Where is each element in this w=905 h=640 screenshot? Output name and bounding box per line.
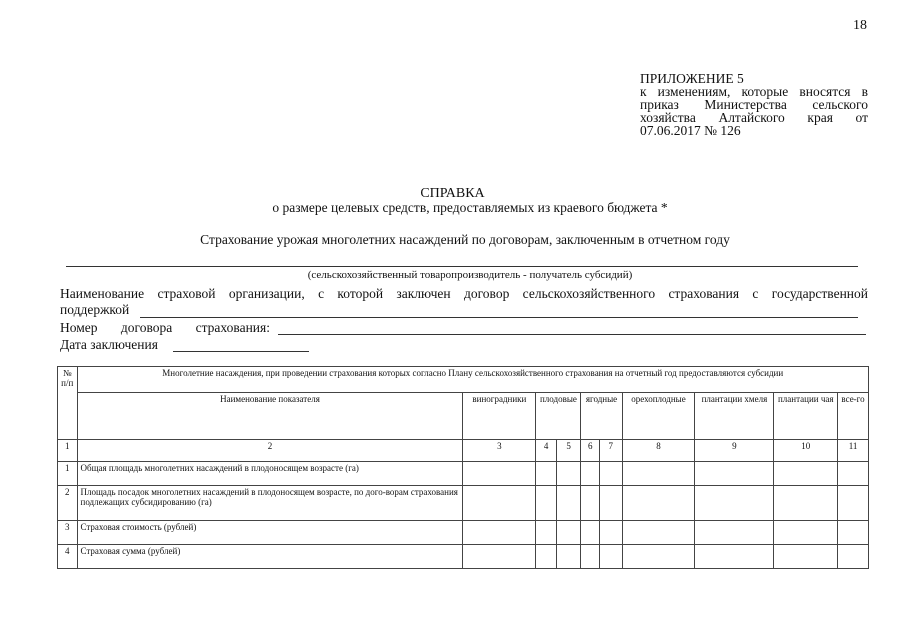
row-indicator: Площадь посадок многолетних насаждений в плодоносящем возрасте, по дого-ворам страхования подлежащих субсидированию (га) xyxy=(77,486,463,521)
column-number-row xyxy=(58,440,869,462)
col-nut-header: орехоплодные xyxy=(622,393,695,440)
subsidy-table xyxy=(57,366,869,569)
row-indicator: Общая площадь многолетних насаждений в плодоносящем возрасте (га) xyxy=(77,462,463,486)
column-number: 3 xyxy=(463,440,536,462)
document-subtitle: о размере целевых средств, предоставляемых из краевого бюджета * xyxy=(272,200,668,215)
data-cell[interactable] xyxy=(463,521,536,545)
data-cell[interactable] xyxy=(838,521,869,545)
data-cell[interactable] xyxy=(599,462,622,486)
appendix-line: приказ Министерства сельского xyxy=(640,97,868,112)
page-number: 18 xyxy=(853,18,867,33)
data-cell[interactable] xyxy=(463,545,536,569)
table-row xyxy=(58,521,869,545)
row-indicator: Страховая стоимость (рублей) xyxy=(77,521,463,545)
column-number: 4 xyxy=(536,440,557,462)
data-cell[interactable] xyxy=(536,462,557,486)
data-cell[interactable] xyxy=(599,545,622,569)
col-vineyards-header: виноградники xyxy=(463,393,536,440)
col-berry-header: ягодные xyxy=(581,393,622,440)
data-cell[interactable] xyxy=(838,545,869,569)
insurer-line[interactable] xyxy=(140,317,858,318)
column-number: 7 xyxy=(599,440,622,462)
row-number: 2 xyxy=(58,486,78,521)
column-number: 8 xyxy=(622,440,695,462)
insurer-label-cont: поддержкой xyxy=(60,302,130,317)
column-number: 2 xyxy=(77,440,463,462)
data-cell[interactable] xyxy=(695,486,774,521)
document-title: СПРАВКА xyxy=(420,186,485,201)
row-number: 3 xyxy=(58,521,78,545)
data-cell[interactable] xyxy=(556,462,581,486)
col-total-header: все-го xyxy=(838,393,869,440)
data-cell[interactable] xyxy=(838,462,869,486)
table-row xyxy=(58,545,869,569)
data-cell[interactable] xyxy=(622,521,695,545)
data-cell[interactable] xyxy=(463,486,536,521)
column-number: 1 xyxy=(58,440,78,462)
data-cell[interactable] xyxy=(581,545,599,569)
data-cell[interactable] xyxy=(599,486,622,521)
column-number: 6 xyxy=(581,440,599,462)
column-number: 10 xyxy=(774,440,838,462)
data-cell[interactable] xyxy=(556,486,581,521)
data-cell[interactable] xyxy=(774,462,838,486)
insurer-label: Наименование страховой организации, с которой заключен договор сельскохозяйственного страхования с государственной xyxy=(60,286,868,301)
producer-caption: (сельскохозяйственный товаропроизводитель - получатель субсидий) xyxy=(307,269,633,281)
column-number: 9 xyxy=(695,440,774,462)
data-cell[interactable] xyxy=(581,521,599,545)
col-indicator-header: Наименование показателя xyxy=(77,393,463,440)
contract-number-line[interactable] xyxy=(278,334,866,335)
appendix-block xyxy=(640,72,868,137)
data-cell[interactable] xyxy=(556,545,581,569)
data-cell[interactable] xyxy=(536,521,557,545)
col-fruit-header: плодовые xyxy=(536,393,581,440)
data-cell[interactable] xyxy=(622,486,695,521)
appendix-line: ПРИЛОЖЕНИЕ 5 xyxy=(640,71,744,86)
data-cell[interactable] xyxy=(536,545,557,569)
column-number: 11 xyxy=(838,440,869,462)
table-row xyxy=(58,462,869,486)
data-cell[interactable] xyxy=(622,462,695,486)
data-cell[interactable] xyxy=(622,545,695,569)
appendix-line: 07.06.2017 № 126 xyxy=(640,123,741,138)
appendix-line: к изменениям, которые вносятся в xyxy=(640,84,868,99)
data-cell[interactable] xyxy=(695,462,774,486)
data-cell[interactable] xyxy=(774,486,838,521)
producer-line[interactable] xyxy=(66,266,858,267)
data-cell[interactable] xyxy=(581,462,599,486)
row-number: 4 xyxy=(58,545,78,569)
appendix-line: хозяйства Алтайского края от xyxy=(640,110,868,125)
data-cell[interactable] xyxy=(581,486,599,521)
data-cell[interactable] xyxy=(774,521,838,545)
data-cell[interactable] xyxy=(556,521,581,545)
data-cell[interactable] xyxy=(599,521,622,545)
data-cell[interactable] xyxy=(463,462,536,486)
document-subject: Страхование урожая многолетних насаждений по договорам, заключенным в отчетном году xyxy=(200,232,730,247)
group-header: Многолетние насаждения, при проведении страхования которых согласно Плану сельскохозяйственного страхования на отчетный год предоставляются субсидии xyxy=(77,367,869,393)
data-cell[interactable] xyxy=(695,545,774,569)
row-number: 1 xyxy=(58,462,78,486)
contract-number-label: Номер договора страхования: xyxy=(60,320,270,335)
column-number: 5 xyxy=(556,440,581,462)
data-cell[interactable] xyxy=(774,545,838,569)
row-indicator: Страховая сумма (рублей) xyxy=(77,545,463,569)
data-cell[interactable] xyxy=(695,521,774,545)
conclusion-date-label: Дата заключения xyxy=(60,337,158,352)
conclusion-date-line[interactable] xyxy=(173,351,309,352)
data-cell[interactable] xyxy=(536,486,557,521)
col-hops-header: плантации хмеля xyxy=(695,393,774,440)
col-no-header: № п/п xyxy=(58,367,78,440)
table-row xyxy=(58,486,869,521)
data-cell[interactable] xyxy=(838,486,869,521)
col-tea-header: плантации чая xyxy=(774,393,838,440)
